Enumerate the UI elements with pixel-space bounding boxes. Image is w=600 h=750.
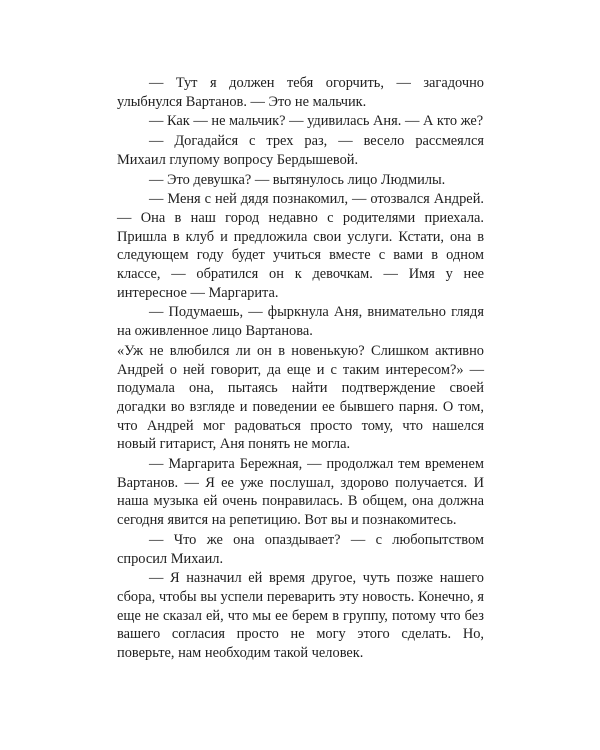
paragraph-8: — Маргарита Бережная, — продолжал тем временем Вартанов. — Я ее уже послушал, здорово получается. И наша музыка ей очень понравилась. В общем, она должна сегодня явится на репетицию. Вот вы и познакомитесь. [117, 456, 484, 529]
paragraph-2: — Как — не мальчик? — удивилась Аня. — А кто же? [149, 113, 484, 130]
paragraph-9: — Что же она опаздывает? — с любопытством спросил Михаил. [117, 531, 484, 567]
paragraph-10: — Я назначил ей время другое, чуть позже нашего сбора, чтобы вы успели переварить эту новость. Конечно, я еще не сказал ей, что мы ее берем в группу, потому что без вашего согласия просто не могу этого сделать. Но, поверьте, нам необходим такой человек. [117, 570, 484, 662]
paragraph-6: — Подумаешь, — фыркнула Аня, внимательно глядя на оживленное лицо Вартанова. [117, 304, 484, 340]
paragraph-5: — Меня с ней дядя познакомил, — отозвался Андрей. — Она в наш город недавно с родителями приехала. Пришла в клуб и предложила свои услуги. Кстати, она в следующем году будет учиться вместе с вами в одном классе, — обратился он к девочкам. — Имя у нее интересное — Маргарита. [117, 191, 484, 301]
paragraph-7: «Уж не влюбился ли он в новенькую? Слишком активно Андрей о ней говорит, да еще и с таким интересом?» — подумала она, пытаясь найти подтверждение своей догадки во взгляде и поведении ее бывшего парня. О том, что Андрей мог радоваться просто тому, что нашелся новый гитарист, Аня понять не могла. [117, 342, 484, 453]
book-page [117, 74, 484, 664]
paragraph-1: — Тут я должен тебя огорчить, — загадочно улыбнулся Вартанов. — Это не мальчик. [117, 75, 484, 110]
paragraph-4: — Это девушка? — вытянулось лицо Людмилы. [149, 171, 446, 188]
paragraph-3: — Догадайся с трех раз, — весело рассмеялся Михаил глупому вопросу Бердышевой. [117, 133, 484, 168]
